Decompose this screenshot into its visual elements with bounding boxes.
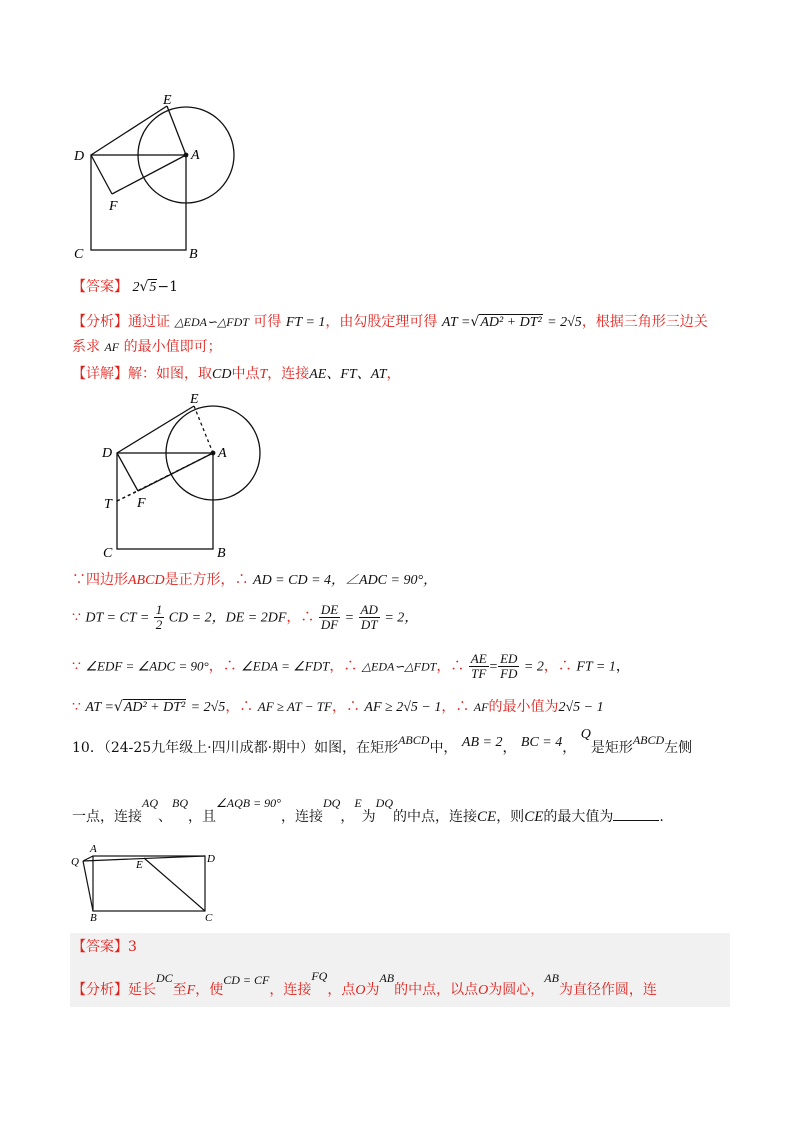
label-t: T: [104, 497, 112, 512]
label-e: E: [163, 93, 172, 108]
eq-ab: AB = 2: [461, 735, 503, 750]
therefore: ，∴: [208, 658, 237, 675]
proof-line-3: ∵ ∠EDF = ∠ADC = 90°，∴ ∠EDA = ∠FDT，∴ △EDA∽△FDT，∴ $\frac{AE}{TF}$ = $\frac{ED}{FD}$ = 2，∴ FT = 1，: [72, 651, 630, 681]
therefore: ，∴: [441, 699, 470, 715]
similar-triangles: △EDA∽△FDT: [174, 315, 249, 329]
label-a: A: [218, 446, 227, 461]
label-f: F: [137, 496, 146, 511]
point-o: O: [355, 983, 366, 998]
answer-tag: 【答案】: [72, 939, 128, 955]
segment-ce: CE: [524, 809, 544, 825]
analysis-1-line-1: 【分析】通过证 △EDA∽△FDT 可得 FT = 1，由勾股定理可得 AT =√AD² + DT² = 2√5，根据三角形三边关: [72, 314, 708, 330]
label-d: D: [74, 149, 85, 164]
segment-dq: DQ: [322, 796, 341, 810]
segment-dc: DC: [156, 971, 173, 985]
fraction-de-df: [319, 603, 340, 632]
label-e: E: [136, 859, 143, 871]
therefore: ，∴: [331, 699, 360, 715]
segment-af: AF: [473, 700, 489, 714]
eq: CD = 2，DE = 2DF: [168, 610, 287, 626]
label-a: A: [191, 148, 200, 163]
label-d: D: [207, 853, 215, 865]
eq-bc: BC = 4: [520, 735, 563, 750]
text: 一点，连接: [72, 809, 142, 825]
answer-1: 【答案】 2√5−1: [72, 279, 179, 295]
text: 为圆心，: [488, 982, 545, 998]
segment-af: AF: [104, 340, 120, 354]
answer-tag: 【答案】: [72, 279, 128, 295]
label-f: F: [109, 199, 118, 214]
rect-abcd: ABCD: [398, 733, 430, 747]
text: 中，: [429, 740, 458, 756]
eq-at-lhs: AT =: [441, 315, 471, 330]
text: 是矩形: [590, 740, 633, 756]
label-e: E: [190, 392, 199, 407]
eq-ft: FT = 1: [285, 315, 326, 330]
label-c: C: [103, 546, 113, 561]
therefore: ，∴: [329, 658, 358, 675]
label-c: C: [74, 247, 84, 260]
frac-num: AE: [470, 651, 487, 666]
text: 的最小值为: [488, 699, 559, 715]
frac-num: ED: [500, 651, 518, 666]
proof-line-2: [72, 603, 418, 632]
label-b: B: [90, 912, 97, 922]
detail-tag: 【详解】: [72, 366, 128, 382]
segment-cd: CD: [212, 367, 232, 382]
text: 中点: [231, 366, 260, 382]
point-t: T: [259, 367, 268, 382]
text: 为: [361, 809, 376, 825]
text: 至: [172, 982, 187, 998]
text: 的最小值即可；: [123, 339, 222, 355]
answer-value-root: 5: [149, 280, 157, 295]
analysis-tag: 【分析】: [72, 314, 128, 330]
therefore: ，∴: [543, 658, 572, 675]
label-q: Q: [71, 856, 79, 868]
text: ，: [502, 740, 517, 756]
because: ∵: [72, 658, 81, 675]
point-o: O: [478, 983, 489, 998]
therefore: ，∴: [436, 658, 465, 675]
proof-line-4: ∵ AT =√AD² + DT² = 2√5，∴ AF ≥ AT − TF，∴ AF ≥ 2√5 − 1，∴ AF的最小值为2√5 − 1: [72, 699, 604, 715]
answer-blank: [613, 806, 659, 821]
rectangle-diagram: [68, 840, 228, 922]
eq: AT =: [85, 700, 114, 715]
eq: = 2，: [384, 610, 419, 626]
quad-abcd: ABCD: [128, 573, 165, 588]
frac-den: FD: [500, 666, 518, 681]
text: ，连接: [267, 366, 310, 382]
segment-ce: CE: [477, 809, 497, 825]
mid-figure: [95, 390, 275, 562]
eq: DT = CT =: [85, 610, 150, 626]
fraction-one-half: [154, 603, 165, 632]
proof-line-1: [72, 570, 437, 591]
text: 的最大值为: [543, 809, 614, 825]
square-circle-diagram-with-t: [95, 390, 275, 562]
text: 的中点，以点: [394, 982, 479, 998]
analysis-2: [72, 969, 657, 1001]
because: ∵: [72, 609, 81, 626]
eq: AF ≥ AT − TF: [257, 699, 332, 714]
text: ，由勾股定理可得: [325, 314, 438, 330]
text: ，: [340, 809, 355, 825]
eq: ∠EDA = ∠FDT: [241, 658, 330, 674]
text: ，根据三角形三边关: [581, 314, 708, 330]
eq: AF ≥ 2√5 − 1: [364, 700, 442, 715]
q10-line-2: [72, 796, 664, 827]
answer-2: [72, 937, 137, 957]
analysis-1-line-2: [72, 337, 222, 357]
segment-ab: AB: [544, 971, 559, 985]
frac-num: AD: [360, 602, 378, 617]
detail-1: [72, 364, 401, 385]
analysis-tag: 【分析】: [72, 982, 128, 998]
point-q: Q: [580, 727, 591, 742]
text: 系求: [72, 339, 100, 355]
label-c: C: [205, 912, 213, 922]
text: ，使: [195, 982, 224, 998]
segments: AE、FT、AT: [309, 367, 387, 382]
frac-num: 1: [155, 602, 163, 617]
eq: AD = CD = 4，∠ADC = 90°，: [253, 573, 438, 588]
radicand: AD² + DT²: [123, 700, 186, 715]
text: ，连接: [269, 982, 312, 998]
eq: FT = 1: [576, 659, 616, 675]
q10-line-1: [72, 727, 693, 759]
eq: =: [344, 610, 355, 626]
frac-den: TF: [471, 666, 487, 681]
text: 为直径作圆，连: [558, 982, 657, 998]
fraction-ae-tf: [469, 652, 489, 681]
segment-fq: FQ: [311, 969, 328, 983]
rect-abcd: ABCD: [632, 733, 665, 747]
fraction-ad-dt: [359, 603, 380, 632]
answer-value: 3: [128, 939, 137, 955]
segment-aq: AQ: [142, 796, 158, 810]
text: 是正方形，: [164, 572, 235, 588]
similar-triangles: △EDA∽△FDT: [361, 659, 437, 674]
label-b: B: [189, 247, 198, 260]
text: .: [659, 809, 664, 825]
text: 通过证: [128, 314, 170, 330]
text: 可得: [253, 314, 282, 330]
segment-dq: DQ: [375, 796, 394, 810]
text: 为: [365, 982, 380, 998]
angle-aqb: ∠AQB = 90°: [216, 796, 281, 810]
text: ∵四边形: [72, 572, 128, 588]
top-figure: [60, 90, 250, 260]
q10-figure: [68, 840, 228, 922]
text: 左侧: [664, 740, 693, 756]
text: ，: [615, 658, 630, 675]
label-b: B: [217, 546, 226, 561]
frac-den: 2: [155, 617, 163, 632]
text: ，点: [327, 982, 356, 998]
text: ，: [386, 366, 401, 382]
eq: ∠EDF = ∠ADC = 90°: [85, 658, 209, 674]
therefore: ∴: [234, 572, 249, 588]
eq: = 2√5: [190, 700, 226, 715]
segment-bq: BQ: [172, 796, 188, 810]
point-e: E: [354, 796, 362, 810]
question-source: （24-25九年级上·四川成都·期中）如图，在矩形: [103, 740, 399, 756]
segment-ab: AB: [379, 971, 395, 985]
therefore: ，∴: [286, 609, 315, 626]
min-value: 2√5 − 1: [558, 700, 604, 715]
because: ∵: [72, 699, 81, 715]
answer-value-post: −1: [157, 279, 179, 295]
eq-cd-cf: CD = CF: [223, 973, 270, 987]
answer-value-coef: 2: [132, 280, 140, 295]
point-f: F: [186, 983, 196, 998]
text: ，连接: [280, 809, 323, 825]
eq: = 2: [523, 659, 544, 675]
label-d: D: [102, 446, 113, 461]
frac-num: DE: [320, 602, 339, 617]
text: ，且: [188, 809, 216, 825]
eq-at-radicand: AD² + DT²: [480, 315, 542, 330]
text: 延长: [128, 982, 156, 998]
therefore: ，∴: [225, 699, 254, 715]
label-a: A: [90, 843, 97, 855]
text: ，: [562, 740, 577, 756]
text: 解：如图，取: [128, 366, 212, 382]
text: ，则: [496, 809, 525, 825]
frac-den: DT: [360, 617, 378, 632]
fraction-ed-fd: [498, 652, 519, 681]
frac-den: DF: [320, 617, 339, 632]
square-circle-diagram: [60, 90, 250, 260]
eq-at-rhs: = 2√5: [547, 315, 582, 330]
text: 、: [158, 809, 172, 825]
question-number: 10．: [72, 740, 104, 756]
text: 的中点，连接: [393, 809, 478, 825]
